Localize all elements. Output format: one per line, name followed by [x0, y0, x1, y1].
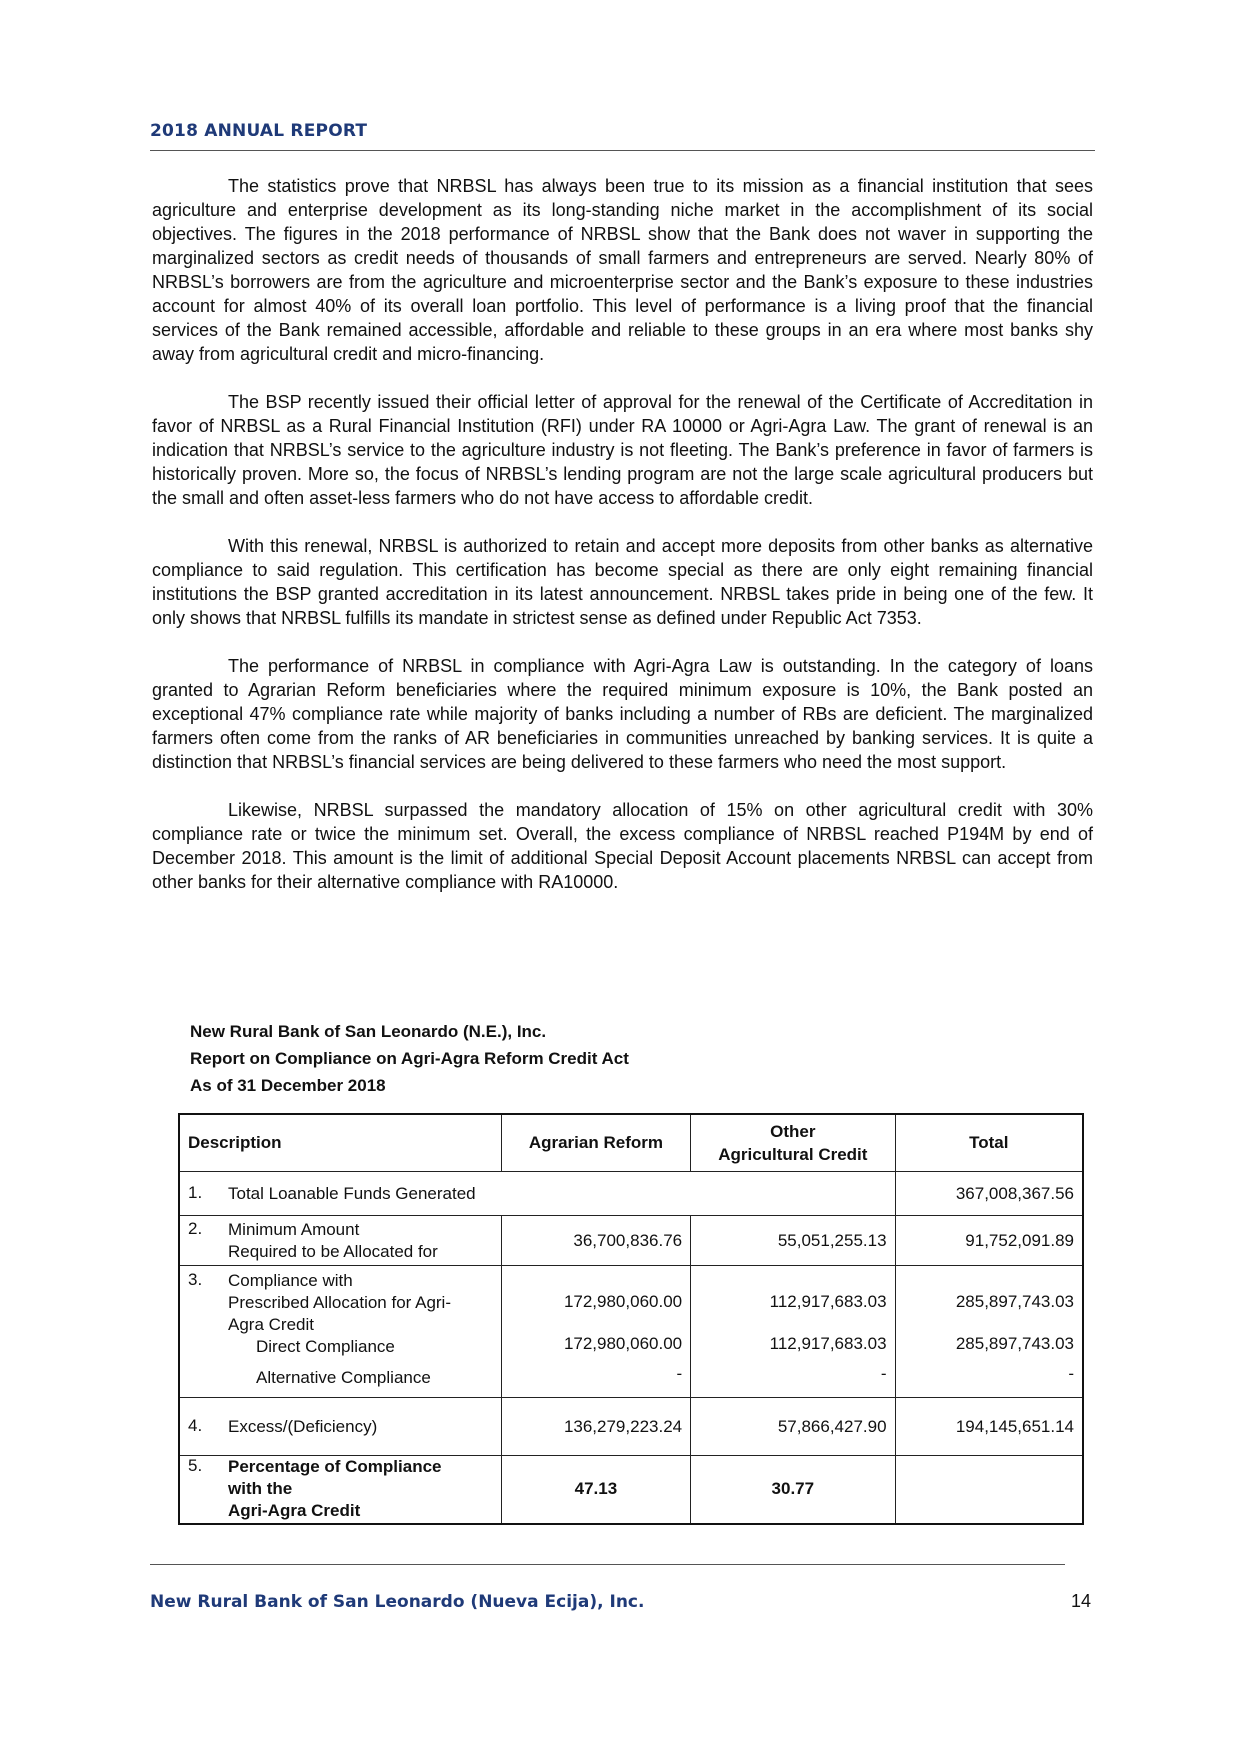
row-minimum-amount-other: 55,051,255.13 — [691, 1216, 895, 1266]
report-date: As of 31 December 2018 — [190, 1076, 386, 1095]
row-excess-total: 194,145,651.14 — [895, 1398, 1083, 1456]
row-number: 2. — [188, 1218, 203, 1238]
column-header-agrarian-reform: Agrarian Reform — [501, 1114, 690, 1172]
column-header-description: Description — [179, 1114, 501, 1172]
alternative-compliance-agrarian-value: - — [676, 1364, 683, 1383]
column-header-total: Total — [895, 1114, 1083, 1172]
row-loanable-funds-total: 367,008,367.56 — [895, 1172, 1083, 1216]
row-label-line3: Agri-Agra Credit — [228, 1501, 361, 1521]
paragraph-renewal: With this renewal, NRBSL is authorized to retain and accept more deposits from other banks as alternative compliance to said regulation. This certification has become special as there are only eight remaining financial institutions the BSP granted accreditation in its latest announcement. NRBSL takes pride in being one of the few. It only shows that NRBSL fulfills its mandate in strictest sense as defined under Republic Act 7353. — [152, 536, 1093, 628]
report-title: Report on Compliance on Agri-Agra Reform Credit Act — [190, 1049, 629, 1068]
row-label-line3: Agra Credit — [228, 1315, 314, 1334]
row-minimum-amount-total: 91,752,091.89 — [895, 1216, 1083, 1266]
row-minimum-amount-agrarian: 36,700,836.76 — [501, 1216, 690, 1266]
row-percentage-other: 30.77 — [691, 1456, 895, 1524]
row-label: Total Loanable Funds Generated — [228, 1183, 476, 1203]
row-minimum-amount-description — [179, 1216, 501, 1266]
row-compliance-other — [691, 1266, 895, 1398]
page-number: 14 — [1071, 1591, 1092, 1611]
row-label-line2: Prescribed Allocation for Agri- — [228, 1293, 451, 1312]
row-excess-agrarian: 136,279,223.24 — [501, 1398, 690, 1456]
paragraph-accreditation: The BSP recently issued their official letter of approval for the renewal of the Certificate of Accreditation in favor of NRBSL as a Rural Financial Institution (RFI) under RA 10000 or Agri-Agra Law. The grant of renewal is an indication that NRBSL’s service to the agriculture industry is not fleeting. The Bank’s preference in favor of farmers is historically proven. More so, the focus of NRBSL’s lending program are not the large scale agricultural producers but the small and often asset-less farmers who do not have access to affordable credit. — [152, 392, 1093, 508]
row-compliance-total — [895, 1266, 1083, 1398]
paragraph-compliance: The performance of NRBSL in compliance with Agri-Agra Law is outstanding. In the category of loans granted to Agrarian Reform beneficiaries where the required minimum exposure is 10%, the Bank posted an exceptional 47% compliance rate while majority of banks including a number of RBs are deficient. The marginalized farmers often come from the ranks of AR beneficiaries in communities unreached by banking services. It is quite a distinction that NRBSL’s financial services are being delivered to these farmers who need the most support. — [152, 656, 1093, 772]
table-row — [179, 1456, 1083, 1524]
row-excess-other: 57,866,427.90 — [691, 1398, 895, 1456]
table-row — [179, 1172, 1083, 1216]
report-table-heading — [190, 1018, 629, 1099]
direct-compliance-total-value: 285,897,743.03 — [955, 1334, 1074, 1353]
alternative-compliance-other-value: - — [880, 1364, 887, 1383]
row-label-line1: Compliance with — [228, 1271, 353, 1290]
row-label: Excess/(Deficiency) — [228, 1416, 378, 1436]
compliance-other-value: 112,917,683.03 — [769, 1292, 887, 1311]
table-row — [179, 1398, 1083, 1456]
row-label-line2: Required to be Allocated for — [228, 1241, 438, 1261]
row-number: 4. — [188, 1415, 203, 1435]
row-number: 3. — [188, 1270, 203, 1289]
header-divider — [150, 150, 1095, 151]
report-header-title: 2018 ANNUAL REPORT — [150, 121, 368, 141]
row-compliance-agrarian — [501, 1266, 690, 1398]
row-compliance-description — [179, 1266, 501, 1398]
report-bank-name: New Rural Bank of San Leonardo (N.E.), Inc. — [190, 1022, 547, 1041]
footer-bank-name: New Rural Bank of San Leonardo (Nueva Ecija), Inc. — [150, 1592, 645, 1612]
row-percentage-agrarian: 47.13 — [501, 1456, 690, 1524]
row-percentage-total — [895, 1456, 1083, 1524]
row-label-line1: Minimum Amount — [228, 1219, 360, 1239]
direct-compliance-other-value: 112,917,683.03 — [769, 1334, 887, 1353]
alternative-compliance-label: Alternative Compliance — [256, 1368, 431, 1387]
footer-divider — [150, 1564, 1065, 1565]
row-number: 5. — [188, 1456, 203, 1476]
row-label-line2: with the — [228, 1479, 293, 1499]
column-header-other-line2: Agricultural Credit — [718, 1145, 868, 1164]
row-loanable-funds-description — [179, 1172, 895, 1216]
table-header-row — [179, 1114, 1083, 1172]
alternative-compliance-total-value: - — [1068, 1364, 1074, 1383]
direct-compliance-label: Direct Compliance — [256, 1337, 395, 1356]
row-number: 1. — [188, 1182, 203, 1202]
paragraph-allocation: Likewise, NRBSL surpassed the mandatory allocation of 15% on other agricultural credit with 30% compliance rate or twice the minimum set. Overall, the excess compliance of NRBSL reached P194M by end of December 2018. This amount is the limit of additional Special Deposit Account placements NRBSL can accept from other banks for their alternative compliance with RA10000. — [152, 800, 1093, 892]
row-percentage-description — [179, 1456, 501, 1524]
body-text — [152, 174, 1093, 918]
compliance-agrarian-value: 172,980,060.00 — [563, 1292, 683, 1311]
compliance-total-value: 285,897,743.03 — [955, 1292, 1074, 1311]
compliance-table — [178, 1113, 1084, 1525]
direct-compliance-agrarian-value: 172,980,060.00 — [563, 1334, 683, 1353]
paragraph-mission: The statistics prove that NRBSL has always been true to its mission as a financial institution that sees agriculture and enterprise development as its long-standing niche market in the accomplishment of its social objectives. The figures in the 2018 performance of NRBSL show that the Bank does not waver in supporting the marginalized sectors as credit needs of thousands of small farmers and entrepreneurs are served. Nearly 80% of NRBSL’s borrowers are from the agriculture and microenterprise sector and the Bank’s exposure to these industries account for almost 40% of its overall loan portfolio. This level of performance is a living proof that the financial services of the Bank remained accessible, affordable and reliable to these groups in an era where most banks shy away from agricultural credit and micro-financing. — [152, 176, 1093, 364]
column-header-other-line1: Other — [770, 1122, 816, 1141]
row-label-line1: Percentage of Compliance — [228, 1457, 442, 1477]
table-row — [179, 1216, 1083, 1266]
table-row — [179, 1266, 1083, 1398]
row-excess-description — [179, 1398, 501, 1456]
column-header-other-agricultural-credit — [691, 1114, 895, 1172]
